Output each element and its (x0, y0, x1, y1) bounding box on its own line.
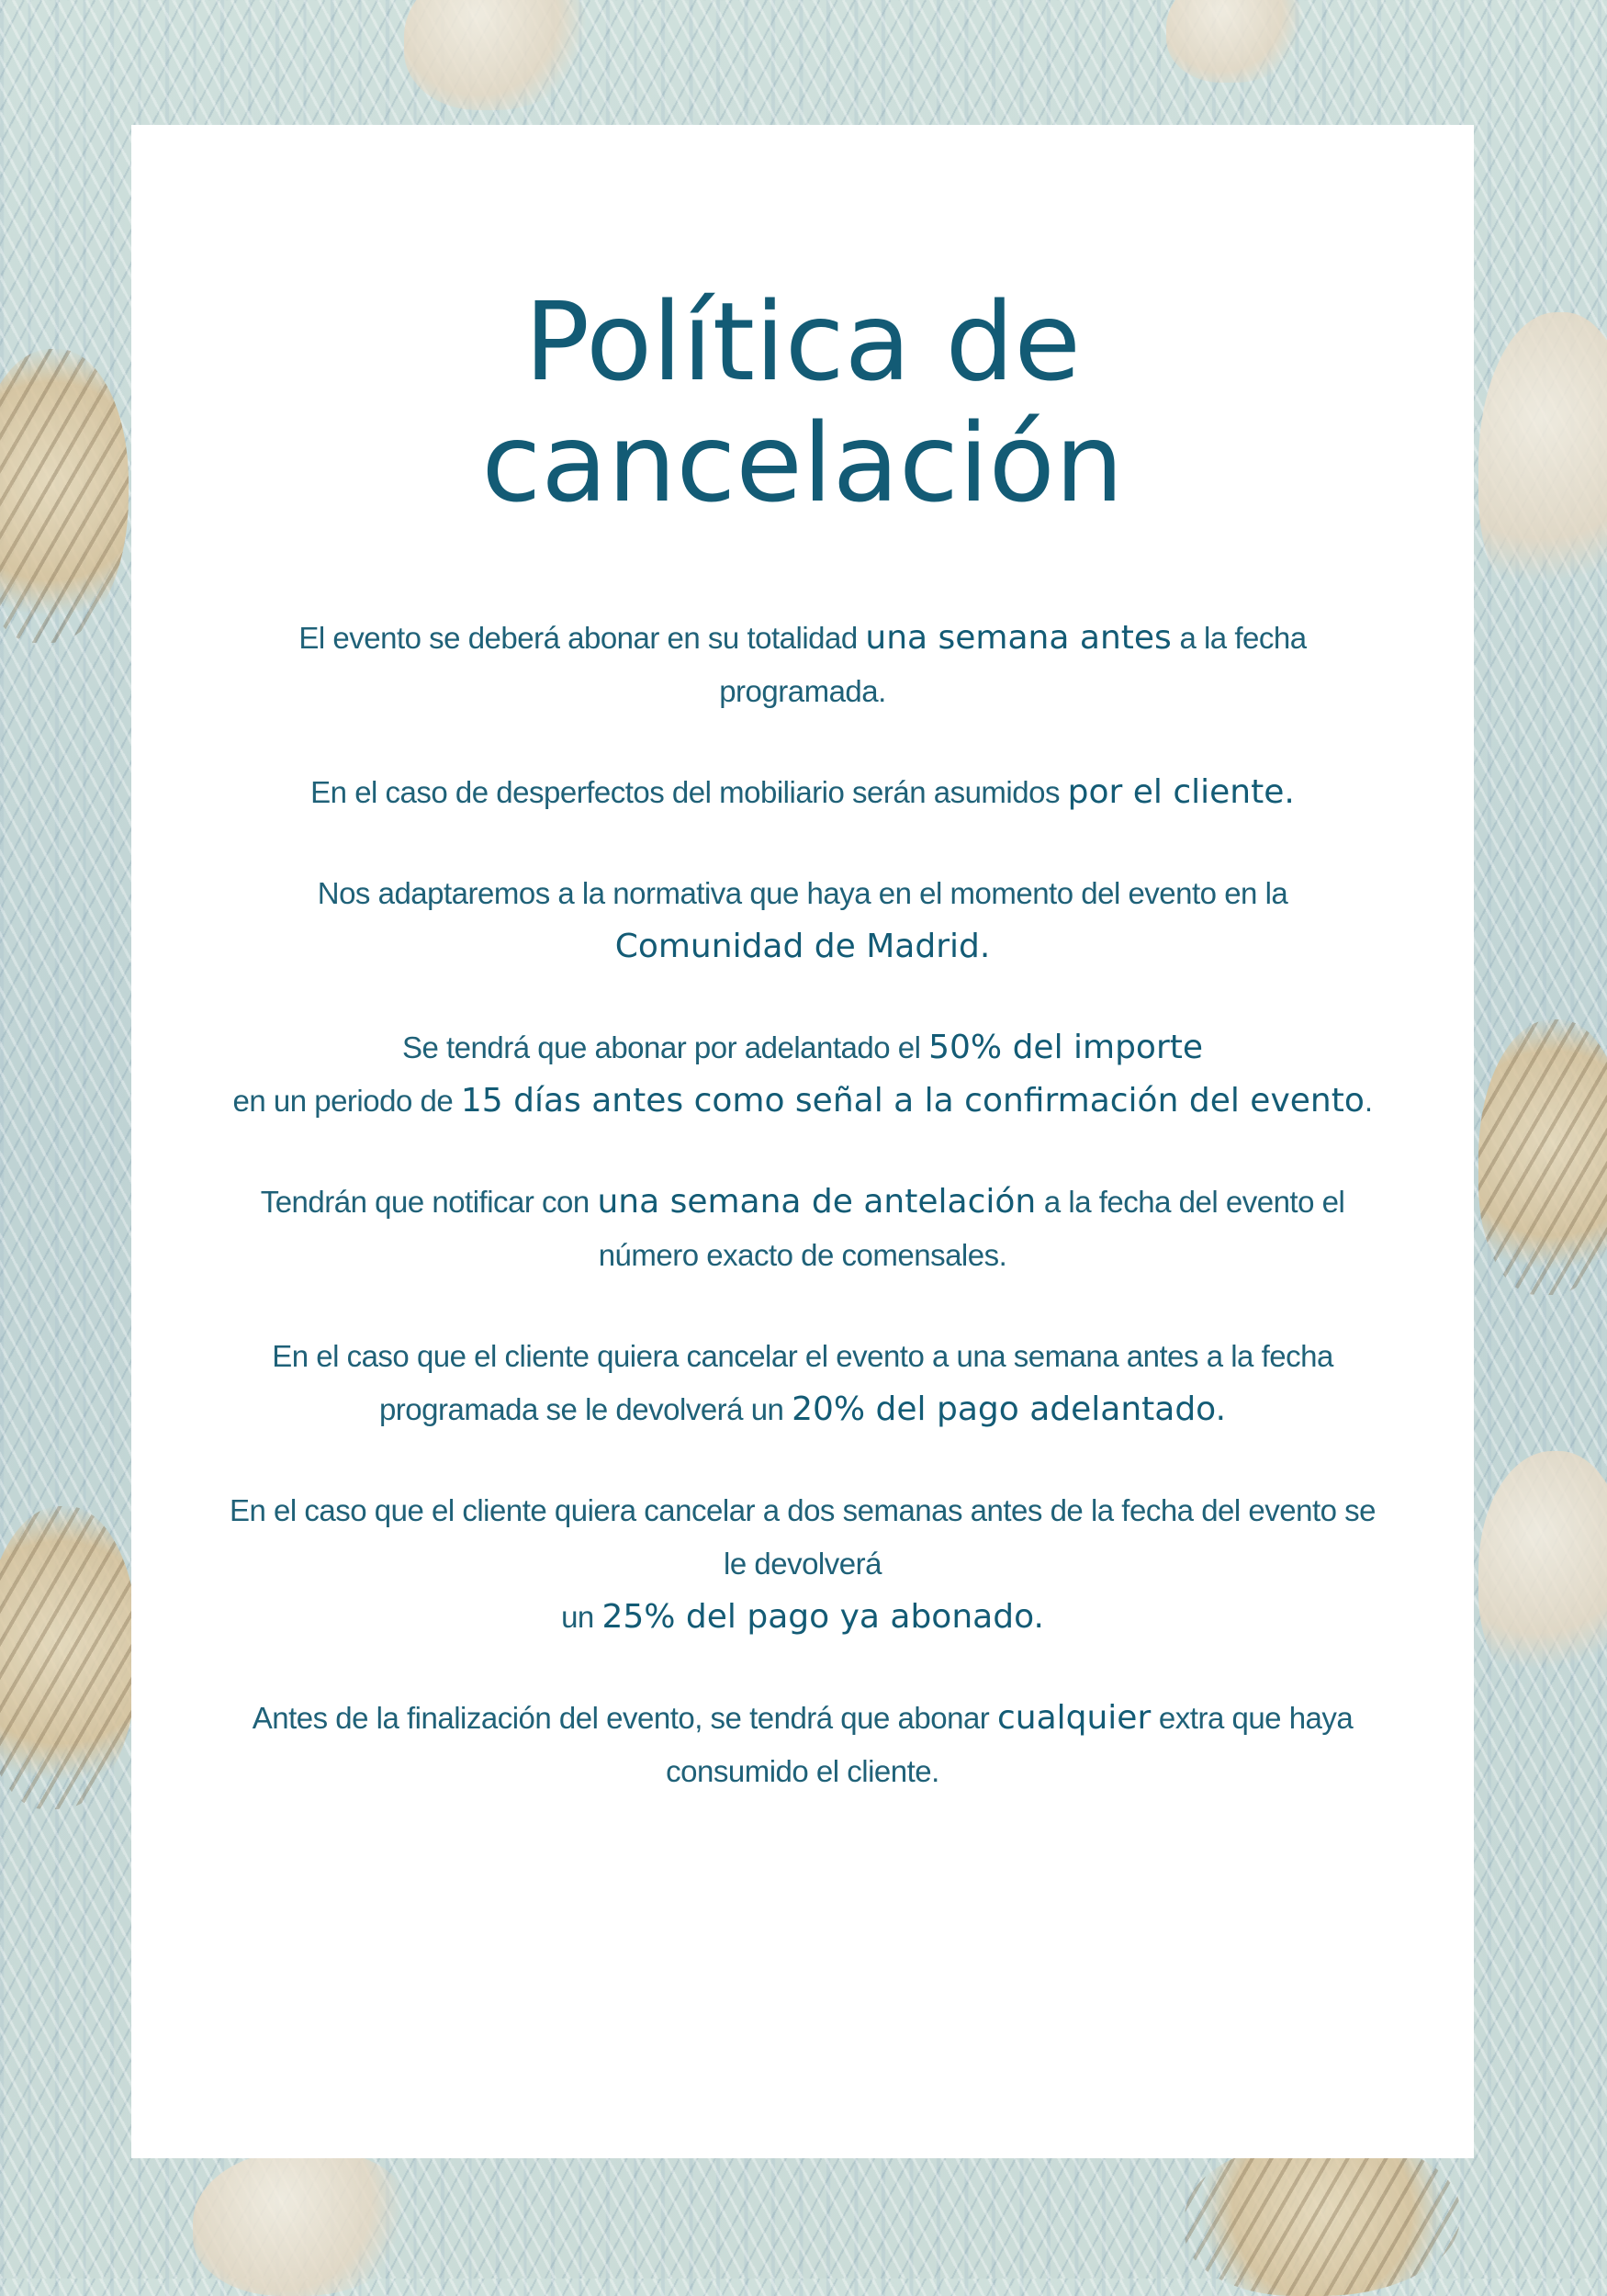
policy-card (131, 125, 1474, 2158)
tiger-decoration-left-upper (0, 349, 129, 643)
paragraph-highlight: 50% del importe (928, 1029, 1204, 1066)
paragraph-text: Se tendrá que abonar por adelantado el (401, 1030, 929, 1064)
paragraph-text: a la fecha del evento el número exacto de comensales. (598, 1185, 1345, 1272)
policy-paragraph-guest-count (223, 1176, 1382, 1282)
elephant-decoration-bottom-left (193, 2149, 413, 2296)
paragraph-text: Nos adaptaremos a la normativa que haya en el momento del evento en la (317, 876, 1288, 910)
paragraph-text: Tendrán que notificar con (260, 1185, 598, 1219)
paragraph-text: En el caso que el cliente quiera cancelar a dos semanas antes de la fecha del evento se le devolverá (230, 1493, 1376, 1581)
elephant-decoration-right-upper (1478, 312, 1607, 615)
paragraph-highlight: una semana de antelación (597, 1183, 1037, 1221)
policy-paragraph-regulations (223, 867, 1382, 974)
policy-paragraph-payment (223, 612, 1382, 718)
paragraph-text: . (1364, 1084, 1373, 1118)
elephant-decoration-top-right (1166, 0, 1304, 83)
policy-paragraph-cancel-one-week (223, 1330, 1382, 1436)
paragraph-text: En el caso de desperfectos del mobiliario serán asumidos (310, 775, 1068, 809)
paragraph-text: a la fecha programada. (719, 621, 1307, 708)
tiger-decoration-left-lower (0, 1506, 138, 1809)
paragraph-highlight: 15 días antes como señal a la confirmación del evento (460, 1082, 1365, 1120)
elephant-decoration-right-lower (1478, 1451, 1607, 1690)
paragraph-text: en un periodo de (232, 1084, 461, 1118)
elephant-decoration-top-left (404, 0, 588, 110)
policy-paragraph-extras (223, 1692, 1382, 1798)
tiger-decoration-right-middle (1478, 1019, 1607, 1295)
paragraph-highlight: una semana antes (865, 619, 1172, 657)
paragraph-highlight: 20% del pago adelantado. (792, 1390, 1227, 1428)
paragraph-line (223, 1021, 1382, 1075)
paragraph-highlight: Comunidad de Madrid. (614, 928, 991, 965)
paragraph-text: Antes de la finalización del evento, se tendrá que abonar (252, 1701, 997, 1735)
policy-paragraph-cancel-two-weeks (223, 1484, 1382, 1644)
policy-content (223, 612, 1382, 1846)
paragraph-highlight: por el cliente. (1067, 773, 1295, 811)
page-title (131, 278, 1474, 526)
paragraph-text: El evento se deberá abonar en su totalidad (298, 621, 866, 655)
paragraph-text: extra que haya consumido el cliente. (666, 1701, 1354, 1788)
title-line-2: cancelación (481, 400, 1124, 526)
paragraph-text: En el caso que el cliente quiera cancelar el evento a una semana antes a la fecha programada se le devolverá un (272, 1339, 1333, 1426)
paragraph-highlight: cualquier (996, 1699, 1152, 1737)
paragraph-highlight: 25% del pago ya abonado. (601, 1598, 1044, 1636)
paragraph-text: un (561, 1600, 602, 1634)
tiger-decoration-bottom-right (1185, 2140, 1460, 2296)
policy-paragraph-damages (223, 766, 1382, 819)
title-line-1: Política de (524, 278, 1081, 405)
policy-paragraph-deposit (223, 1021, 1382, 1128)
